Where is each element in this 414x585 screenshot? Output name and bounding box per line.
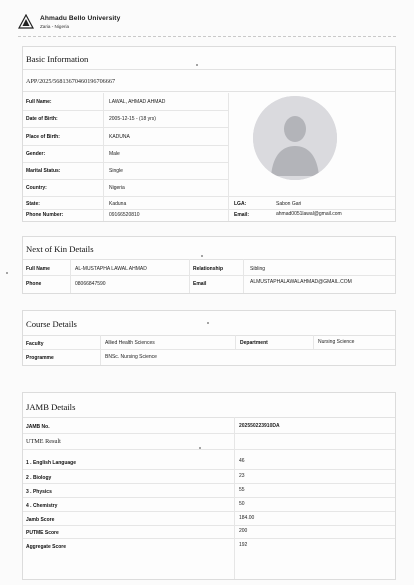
basic-information-title: Basic Information — [26, 54, 89, 64]
column-divider — [70, 259, 71, 293]
kin-relationship-value: Sibling — [250, 266, 266, 272]
gender-label: Gender: — [26, 151, 46, 157]
row-divider — [23, 179, 228, 180]
place-of-birth-value: KADUNA — [109, 134, 130, 140]
faculty-label: Faculty — [26, 341, 44, 347]
department-label: Department — [240, 340, 268, 346]
section-divider — [23, 91, 395, 92]
faculty-value: Allied Health Sciences — [105, 340, 155, 346]
kin-email-value: ALMUSTAPHALAWALAHMAD@GMAIL.COM — [250, 279, 352, 285]
row-divider — [23, 196, 395, 197]
next-of-kin-section — [22, 236, 396, 294]
section-divider — [23, 259, 395, 260]
full-name-label: Full Name: — [26, 99, 52, 105]
row-divider — [23, 449, 395, 450]
section-divider — [23, 69, 395, 70]
full-name-value: LAWAL, AHMAD AHMAD — [109, 99, 166, 105]
column-divider — [103, 93, 104, 221]
kin-full-name-label: Full Name — [26, 266, 50, 272]
passport-photo — [253, 96, 337, 180]
lga-label: LGA: — [234, 201, 247, 207]
course-details-title: Course Details — [26, 319, 77, 329]
subject-biology-score: 23 — [239, 473, 245, 479]
university-location: Zaria - Nigeria — [40, 24, 70, 29]
kin-full-name-value: AL-MUSTAPHA LAWAL AHMAD — [75, 266, 147, 272]
utme-result-title: UTME Result — [26, 438, 61, 445]
document-header — [18, 12, 398, 40]
phone-number-label: Phone Number: — [26, 212, 64, 218]
subject-english-label: 1 . English Language — [26, 460, 77, 466]
jamb-score-value: 184.00 — [239, 515, 255, 521]
state-value: Kaduna — [109, 201, 127, 207]
subject-english-score: 46 — [239, 458, 245, 464]
aggregate-score-label: Aggregate Score — [26, 544, 67, 550]
email-label: Email: — [234, 212, 250, 218]
column-divider — [234, 417, 235, 579]
row-divider — [23, 469, 395, 470]
putme-score-value: 200 — [239, 528, 248, 534]
programme-label: Programme — [26, 355, 54, 361]
header-divider — [18, 36, 396, 37]
department-value: Nursing Science — [318, 339, 355, 345]
gender-value: Male — [109, 151, 120, 157]
jamb-details-title: JAMB Details — [26, 402, 76, 412]
programme-value: BNSc. Nursing Science — [105, 354, 157, 360]
subject-chemistry-label: 4 . Chemistry — [26, 503, 58, 509]
section-divider — [23, 335, 395, 336]
scan-speck — [201, 255, 203, 257]
column-divider — [243, 259, 244, 293]
column-divider — [100, 335, 101, 365]
kin-phone-label: Phone — [26, 281, 42, 287]
putme-score-label: PUTME Score — [26, 530, 59, 536]
row-divider — [23, 127, 228, 128]
jamb-details-section — [22, 392, 396, 580]
row-divider — [23, 497, 395, 498]
row-divider — [23, 433, 395, 434]
kin-phone-value: 08066847590 — [75, 281, 106, 287]
basic-information-section — [22, 46, 396, 222]
row-divider — [23, 145, 228, 146]
university-logo-icon — [18, 14, 34, 30]
jamb-score-label: Jamb Score — [26, 517, 55, 523]
subject-biology-label: 2 . Biology — [26, 475, 52, 481]
subject-physics-score: 55 — [239, 487, 245, 493]
row-divider — [23, 209, 395, 210]
row-divider — [23, 511, 395, 512]
row-divider — [23, 483, 395, 484]
column-divider — [228, 93, 229, 221]
country-label: Country: — [26, 185, 47, 191]
university-name: Ahmadu Bello University — [40, 15, 121, 22]
row-divider — [23, 110, 228, 111]
kin-relationship-label: Relationship — [193, 266, 224, 272]
email-value: ahmad0051lawal@gmail.com — [276, 211, 342, 217]
row-divider — [23, 525, 395, 526]
scan-speck — [207, 322, 209, 324]
row-divider — [23, 349, 395, 350]
user-avatar-icon — [253, 96, 337, 180]
date-of-birth-label: Date of Birth: — [26, 116, 58, 122]
subject-physics-label: 3 . Physics — [26, 489, 52, 495]
state-label: State: — [26, 201, 40, 207]
place-of-birth-label: Place of Birth: — [26, 134, 60, 140]
scan-speck — [6, 272, 8, 274]
row-divider — [23, 538, 395, 539]
jamb-number-value: 202550223910DA — [239, 423, 280, 429]
next-of-kin-title: Next of Kin Details — [26, 244, 94, 254]
subject-chemistry-score: 50 — [239, 501, 245, 507]
scan-speck — [196, 64, 198, 66]
date-of-birth-value: 2005-12-15 - (18 yrs) — [109, 116, 156, 122]
marital-status-value: Single — [109, 168, 123, 174]
application-number: APP/2025/56813670460196706667 — [26, 78, 116, 85]
jamb-number-label: JAMB No. — [26, 424, 50, 430]
country-value: Nigeria — [109, 185, 125, 191]
column-divider — [313, 335, 314, 349]
marital-status-label: Marital Status: — [26, 168, 61, 174]
kin-email-label: Email — [193, 281, 207, 287]
column-divider — [235, 335, 236, 349]
scan-speck — [199, 447, 201, 449]
lga-value: Sabon Gari — [276, 201, 302, 207]
phone-number-value: 09166520810 — [109, 212, 140, 218]
section-divider — [23, 417, 395, 418]
course-details-section — [22, 310, 396, 366]
row-divider — [23, 162, 228, 163]
column-divider — [189, 259, 190, 293]
row-divider — [23, 275, 395, 276]
aggregate-score-value: 192 — [239, 542, 248, 548]
